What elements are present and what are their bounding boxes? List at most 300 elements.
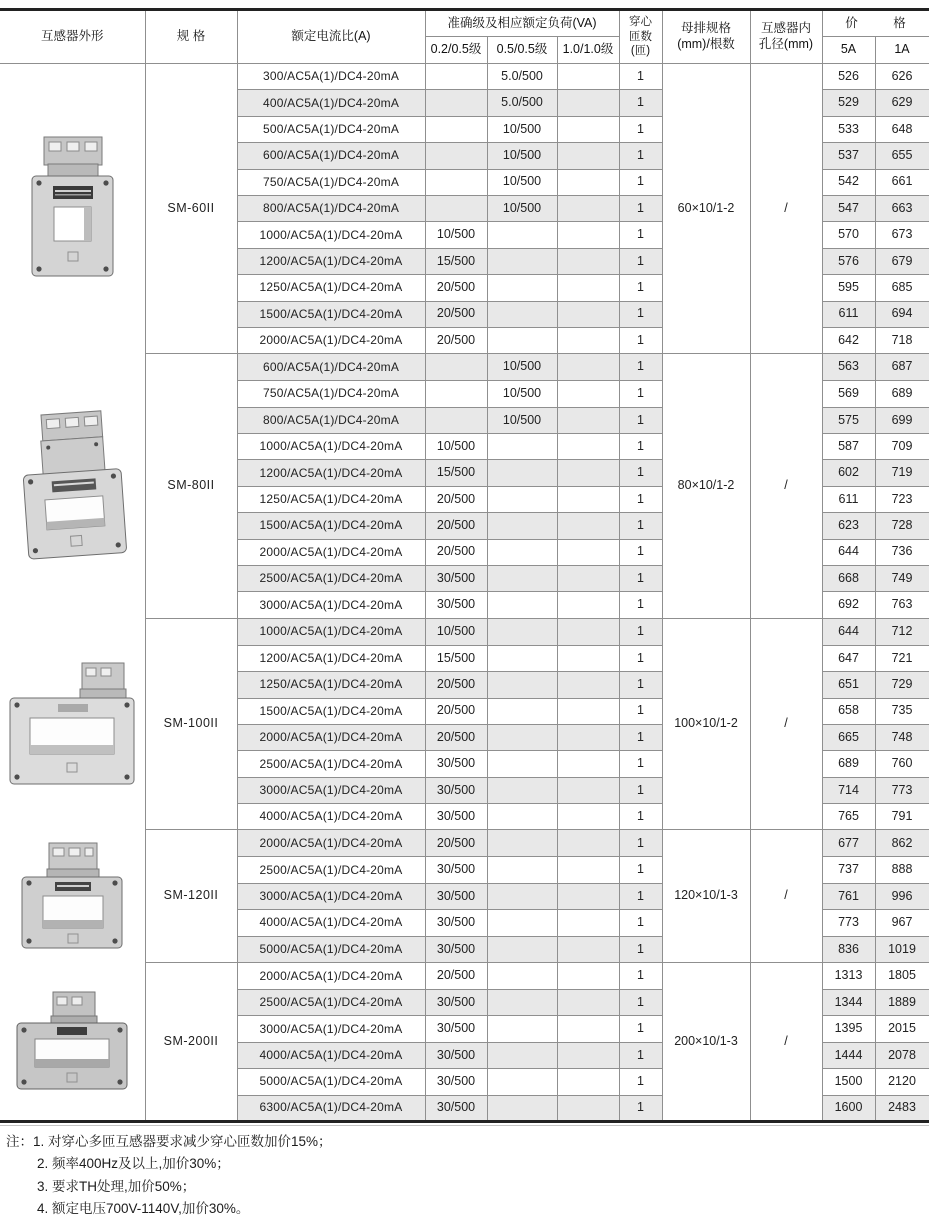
acc-05-05-cell: 10/500	[487, 116, 557, 142]
acc-05-05-cell	[487, 645, 557, 671]
price-5a-cell: 1500	[822, 1069, 875, 1095]
price-5a-cell: 569	[822, 381, 875, 407]
price-1a-cell: 1805	[875, 963, 929, 990]
header-acc-10: 1.0/1.0级	[557, 37, 619, 64]
header-ratio: 额定电流比(A)	[237, 10, 425, 64]
ratio-cell: 3000/AC5A(1)/DC4-20mA	[237, 883, 425, 909]
acc-05-05-cell	[487, 751, 557, 777]
ratio-cell: 4000/AC5A(1)/DC4-20mA	[237, 1042, 425, 1068]
acc-02-05-cell	[425, 381, 487, 407]
turns-cell: 1	[619, 830, 662, 857]
acc-10-10-cell	[557, 883, 619, 909]
price-1a-cell: 736	[875, 539, 929, 565]
acc-10-10-cell	[557, 724, 619, 750]
turns-cell: 1	[619, 90, 662, 116]
acc-10-10-cell	[557, 301, 619, 327]
price-5a-cell: 575	[822, 407, 875, 433]
acc-05-05-cell	[487, 327, 557, 353]
header-price-group: 价 格	[822, 10, 929, 37]
acc-05-05-cell	[487, 857, 557, 883]
bore-diameter-cell: /	[750, 64, 822, 354]
acc-05-05-cell: 10/500	[487, 143, 557, 169]
price-1a-cell: 673	[875, 222, 929, 248]
acc-10-10-cell	[557, 434, 619, 460]
acc-10-10-cell	[557, 64, 619, 90]
spec-table-body	[0, 64, 929, 1122]
acc-02-05-cell	[425, 169, 487, 195]
price-5a-cell: 570	[822, 222, 875, 248]
acc-10-10-cell	[557, 195, 619, 221]
price-1a-cell: 723	[875, 486, 929, 512]
turns-cell: 1	[619, 248, 662, 274]
price-1a-cell: 663	[875, 195, 929, 221]
acc-05-05-cell: 10/500	[487, 407, 557, 433]
acc-02-05-cell: 30/500	[425, 592, 487, 618]
price-1a-cell: 721	[875, 645, 929, 671]
acc-05-05-cell	[487, 910, 557, 936]
acc-02-05-cell: 20/500	[425, 672, 487, 698]
turns-cell: 1	[619, 936, 662, 962]
price-5a-cell: 529	[822, 90, 875, 116]
header-acc-02: 0.2/0.5级	[425, 37, 487, 64]
acc-02-05-cell	[425, 195, 487, 221]
acc-02-05-cell: 30/500	[425, 1042, 487, 1068]
price-1a-cell: 661	[875, 169, 929, 195]
price-5a-cell: 714	[822, 777, 875, 803]
busbar-spec-cell: 100×10/1-2	[662, 618, 750, 830]
turns-cell: 1	[619, 169, 662, 195]
ratio-cell: 2000/AC5A(1)/DC4-20mA	[237, 830, 425, 857]
price-1a-cell: 1019	[875, 936, 929, 962]
bore-diameter-cell: /	[750, 354, 822, 618]
header-busbar: 母排规格 (mm)/根数	[662, 10, 750, 64]
acc-10-10-cell	[557, 963, 619, 990]
ratio-cell: 1250/AC5A(1)/DC4-20mA	[237, 486, 425, 512]
turns-cell: 1	[619, 275, 662, 301]
turns-cell: 1	[619, 566, 662, 592]
acc-10-10-cell	[557, 751, 619, 777]
turns-cell: 1	[619, 618, 662, 645]
table-row	[0, 64, 929, 90]
header-spec: 规 格	[145, 10, 237, 64]
ratio-cell: 3000/AC5A(1)/DC4-20mA	[237, 1016, 425, 1042]
acc-05-05-cell	[487, 883, 557, 909]
price-1a-cell: 2015	[875, 1016, 929, 1042]
ratio-cell: 1500/AC5A(1)/DC4-20mA	[237, 513, 425, 539]
acc-05-05-cell	[487, 513, 557, 539]
price-1a-cell: 967	[875, 910, 929, 936]
ratio-cell: 1000/AC5A(1)/DC4-20mA	[237, 618, 425, 645]
header-shape: 互感器外形	[0, 10, 145, 64]
turns-cell: 1	[619, 1042, 662, 1068]
price-5a-cell: 658	[822, 698, 875, 724]
acc-05-05-cell: 5.0/500	[487, 64, 557, 90]
ratio-cell: 600/AC5A(1)/DC4-20mA	[237, 143, 425, 169]
acc-02-05-cell: 30/500	[425, 883, 487, 909]
price-5a-cell: 836	[822, 936, 875, 962]
price-5a-cell: 587	[822, 434, 875, 460]
turns-cell: 1	[619, 64, 662, 90]
transformer-shape-column	[0, 64, 145, 1122]
price-5a-cell: 644	[822, 618, 875, 645]
price-1a-cell: 2078	[875, 1042, 929, 1068]
price-5a-cell: 668	[822, 566, 875, 592]
spec-label: SM-80II	[145, 354, 237, 618]
price-5a-cell: 563	[822, 354, 875, 381]
acc-10-10-cell	[557, 910, 619, 936]
acc-10-10-cell	[557, 539, 619, 565]
price-5a-cell: 611	[822, 301, 875, 327]
ratio-cell: 2000/AC5A(1)/DC4-20mA	[237, 539, 425, 565]
acc-05-05-cell	[487, 566, 557, 592]
notes-label: 注：	[6, 1133, 33, 1149]
acc-10-10-cell	[557, 169, 619, 195]
ratio-cell: 2000/AC5A(1)/DC4-20mA	[237, 327, 425, 353]
price-5a-cell: 761	[822, 883, 875, 909]
acc-02-05-cell: 30/500	[425, 777, 487, 803]
acc-05-05-cell	[487, 1095, 557, 1121]
acc-05-05-cell	[487, 275, 557, 301]
turns-cell: 1	[619, 672, 662, 698]
price-1a-cell: 1889	[875, 990, 929, 1016]
acc-10-10-cell	[557, 460, 619, 486]
turns-cell: 1	[619, 486, 662, 512]
acc-10-10-cell	[557, 354, 619, 381]
acc-10-10-cell	[557, 618, 619, 645]
acc-02-05-cell: 30/500	[425, 990, 487, 1016]
photo-cell-SM-80II	[0, 354, 145, 618]
price-1a-cell: 699	[875, 407, 929, 433]
acc-05-05-cell	[487, 486, 557, 512]
busbar-spec-cell: 200×10/1-3	[662, 963, 750, 1122]
acc-02-05-cell: 15/500	[425, 460, 487, 486]
ratio-cell: 750/AC5A(1)/DC4-20mA	[237, 381, 425, 407]
ratio-cell: 400/AC5A(1)/DC4-20mA	[237, 90, 425, 116]
price-1a-cell: 729	[875, 672, 929, 698]
header-price-5a: 5A	[822, 37, 875, 64]
acc-02-05-cell: 30/500	[425, 936, 487, 962]
price-1a-cell: 2483	[875, 1095, 929, 1121]
table-bottom-rule	[0, 1125, 929, 1126]
acc-10-10-cell	[557, 990, 619, 1016]
header-turns: 穿心 匝数 (匝)	[619, 10, 662, 64]
acc-10-10-cell	[557, 143, 619, 169]
ratio-cell: 5000/AC5A(1)/DC4-20mA	[237, 936, 425, 962]
turns-cell: 1	[619, 195, 662, 221]
price-1a-cell: 2120	[875, 1069, 929, 1095]
ratio-cell: 2500/AC5A(1)/DC4-20mA	[237, 566, 425, 592]
photo-cell-SM-200II	[0, 962, 145, 1120]
acc-05-05-cell	[487, 539, 557, 565]
acc-10-10-cell	[557, 381, 619, 407]
turns-cell: 1	[619, 460, 662, 486]
turns-cell: 1	[619, 592, 662, 618]
acc-05-05-cell: 10/500	[487, 381, 557, 407]
acc-02-05-cell: 20/500	[425, 963, 487, 990]
header-acc-05: 0.5/0.5级	[487, 37, 557, 64]
price-5a-cell: 611	[822, 486, 875, 512]
turns-cell: 1	[619, 327, 662, 353]
price-1a-cell: 709	[875, 434, 929, 460]
price-1a-cell: 728	[875, 513, 929, 539]
acc-10-10-cell	[557, 275, 619, 301]
acc-05-05-cell: 10/500	[487, 354, 557, 381]
turns-cell: 1	[619, 883, 662, 909]
acc-02-05-cell: 30/500	[425, 1016, 487, 1042]
acc-10-10-cell	[557, 116, 619, 142]
price-1a-cell: 694	[875, 301, 929, 327]
spec-label: SM-100II	[145, 618, 237, 830]
price-1a-cell: 679	[875, 248, 929, 274]
acc-02-05-cell	[425, 116, 487, 142]
price-5a-cell: 1444	[822, 1042, 875, 1068]
price-5a-cell: 595	[822, 275, 875, 301]
ratio-cell: 300/AC5A(1)/DC4-20mA	[237, 64, 425, 90]
price-5a-cell: 1344	[822, 990, 875, 1016]
turns-cell: 1	[619, 857, 662, 883]
busbar-spec-cell: 60×10/1-2	[662, 64, 750, 354]
acc-10-10-cell	[557, 1095, 619, 1121]
acc-05-05-cell: 10/500	[487, 169, 557, 195]
acc-02-05-cell: 15/500	[425, 645, 487, 671]
acc-05-05-cell	[487, 248, 557, 274]
acc-02-05-cell: 30/500	[425, 1069, 487, 1095]
ratio-cell: 2000/AC5A(1)/DC4-20mA	[237, 963, 425, 990]
turns-cell: 1	[619, 354, 662, 381]
acc-10-10-cell	[557, 486, 619, 512]
acc-05-05-cell	[487, 434, 557, 460]
notes-block	[0, 1135, 929, 1216]
price-1a-cell: 749	[875, 566, 929, 592]
acc-02-05-cell: 20/500	[425, 724, 487, 750]
price-5a-cell: 689	[822, 751, 875, 777]
acc-02-05-cell: 20/500	[425, 698, 487, 724]
acc-05-05-cell	[487, 990, 557, 1016]
price-5a-cell: 1600	[822, 1095, 875, 1121]
note-2: 2. 频率400Hz及以上,加价30%；	[37, 1156, 230, 1172]
bore-diameter-cell: /	[750, 618, 822, 830]
ratio-cell: 1200/AC5A(1)/DC4-20mA	[237, 460, 425, 486]
price-1a-cell: 629	[875, 90, 929, 116]
busbar-spec-cell: 120×10/1-3	[662, 830, 750, 963]
price-1a-cell: 773	[875, 777, 929, 803]
price-5a-cell: 677	[822, 830, 875, 857]
acc-02-05-cell: 30/500	[425, 804, 487, 830]
turns-cell: 1	[619, 143, 662, 169]
turns-cell: 1	[619, 407, 662, 433]
transformer-photo-sm-100-icon	[6, 660, 138, 788]
note-1: 注： 1. 对穿心多匝互感器要求减少穿心匝数加价15%；	[6, 1133, 332, 1149]
acc-02-05-cell: 30/500	[425, 566, 487, 592]
acc-10-10-cell	[557, 672, 619, 698]
spec-label: SM-60II	[145, 64, 237, 354]
turns-cell: 1	[619, 301, 662, 327]
ratio-cell: 1200/AC5A(1)/DC4-20mA	[237, 645, 425, 671]
acc-10-10-cell	[557, 777, 619, 803]
acc-05-05-cell	[487, 963, 557, 990]
price-1a-cell: 791	[875, 804, 929, 830]
acc-02-05-cell: 30/500	[425, 857, 487, 883]
acc-02-05-cell: 20/500	[425, 513, 487, 539]
turns-cell: 1	[619, 539, 662, 565]
acc-02-05-cell: 30/500	[425, 751, 487, 777]
acc-02-05-cell	[425, 90, 487, 116]
acc-05-05-cell	[487, 672, 557, 698]
ratio-cell: 2500/AC5A(1)/DC4-20mA	[237, 751, 425, 777]
turns-cell: 1	[619, 1069, 662, 1095]
acc-05-05-cell	[487, 1042, 557, 1068]
price-1a-cell: 888	[875, 857, 929, 883]
turns-cell: 1	[619, 910, 662, 936]
acc-05-05-cell	[487, 460, 557, 486]
price-1a-cell: 718	[875, 327, 929, 353]
price-1a-cell: 735	[875, 698, 929, 724]
price-5a-cell: 537	[822, 143, 875, 169]
acc-10-10-cell	[557, 1069, 619, 1095]
turns-cell: 1	[619, 698, 662, 724]
price-1a-cell: 719	[875, 460, 929, 486]
acc-02-05-cell: 10/500	[425, 618, 487, 645]
acc-10-10-cell	[557, 857, 619, 883]
ratio-cell: 5000/AC5A(1)/DC4-20mA	[237, 1069, 425, 1095]
ratio-cell: 500/AC5A(1)/DC4-20mA	[237, 116, 425, 142]
turns-cell: 1	[619, 116, 662, 142]
transformer-spec-table	[0, 8, 929, 1123]
spec-label: SM-120II	[145, 830, 237, 963]
price-5a-cell: 533	[822, 116, 875, 142]
price-5a-cell: 623	[822, 513, 875, 539]
acc-05-05-cell	[487, 830, 557, 857]
price-1a-cell: 748	[875, 724, 929, 750]
price-5a-cell: 692	[822, 592, 875, 618]
turns-cell: 1	[619, 434, 662, 460]
acc-02-05-cell: 10/500	[425, 434, 487, 460]
acc-10-10-cell	[557, 645, 619, 671]
price-5a-cell: 737	[822, 857, 875, 883]
acc-05-05-cell	[487, 301, 557, 327]
ratio-cell: 1500/AC5A(1)/DC4-20mA	[237, 698, 425, 724]
photo-cell-SM-60II	[0, 64, 145, 354]
ratio-cell: 1250/AC5A(1)/DC4-20mA	[237, 672, 425, 698]
acc-10-10-cell	[557, 513, 619, 539]
acc-05-05-cell	[487, 1069, 557, 1095]
price-1a-cell: 763	[875, 592, 929, 618]
transformer-photo-sm-120-icon	[17, 840, 127, 952]
acc-10-10-cell	[557, 222, 619, 248]
acc-10-10-cell	[557, 1016, 619, 1042]
acc-10-10-cell	[557, 90, 619, 116]
note-4: 4. 额定电压700V-1140V,加价30%。	[37, 1201, 250, 1216]
ratio-cell: 3000/AC5A(1)/DC4-20mA	[237, 777, 425, 803]
acc-05-05-cell	[487, 222, 557, 248]
price-1a-cell: 626	[875, 64, 929, 90]
acc-02-05-cell: 20/500	[425, 539, 487, 565]
turns-cell: 1	[619, 777, 662, 803]
price-5a-cell: 647	[822, 645, 875, 671]
turns-cell: 1	[619, 645, 662, 671]
acc-05-05-cell	[487, 936, 557, 962]
acc-02-05-cell: 20/500	[425, 301, 487, 327]
ratio-cell: 1250/AC5A(1)/DC4-20mA	[237, 275, 425, 301]
ratio-cell: 1500/AC5A(1)/DC4-20mA	[237, 301, 425, 327]
price-1a-cell: 687	[875, 354, 929, 381]
price-1a-cell: 712	[875, 618, 929, 645]
turns-cell: 1	[619, 963, 662, 990]
photo-cell-SM-100II	[0, 618, 145, 829]
price-5a-cell: 665	[822, 724, 875, 750]
price-5a-cell: 651	[822, 672, 875, 698]
turns-cell: 1	[619, 1095, 662, 1121]
turns-cell: 1	[619, 1016, 662, 1042]
price-5a-cell: 1395	[822, 1016, 875, 1042]
turns-cell: 1	[619, 804, 662, 830]
ratio-cell: 800/AC5A(1)/DC4-20mA	[237, 407, 425, 433]
header-accuracy-group: 准确级及相应额定负荷(VA)	[425, 10, 619, 37]
header-bore: 互感器内 孔径(mm)	[750, 10, 822, 64]
ratio-cell: 1000/AC5A(1)/DC4-20mA	[237, 222, 425, 248]
acc-10-10-cell	[557, 327, 619, 353]
ratio-cell: 1200/AC5A(1)/DC4-20mA	[237, 248, 425, 274]
acc-10-10-cell	[557, 592, 619, 618]
price-5a-cell: 547	[822, 195, 875, 221]
price-1a-cell: 655	[875, 143, 929, 169]
ratio-cell: 4000/AC5A(1)/DC4-20mA	[237, 804, 425, 830]
price-5a-cell: 542	[822, 169, 875, 195]
acc-10-10-cell	[557, 1042, 619, 1068]
acc-02-05-cell	[425, 64, 487, 90]
spec-label: SM-200II	[145, 963, 237, 1122]
photo-cell-SM-120II	[0, 830, 145, 962]
transformer-photo-sm-80-icon	[13, 407, 131, 566]
acc-02-05-cell	[425, 354, 487, 381]
ratio-cell: 2500/AC5A(1)/DC4-20mA	[237, 857, 425, 883]
acc-05-05-cell	[487, 592, 557, 618]
price-1a-cell: 648	[875, 116, 929, 142]
ratio-cell: 750/AC5A(1)/DC4-20mA	[237, 169, 425, 195]
ratio-cell: 800/AC5A(1)/DC4-20mA	[237, 195, 425, 221]
acc-05-05-cell	[487, 618, 557, 645]
acc-02-05-cell: 30/500	[425, 1095, 487, 1121]
ratio-cell: 2000/AC5A(1)/DC4-20mA	[237, 724, 425, 750]
turns-cell: 1	[619, 513, 662, 539]
acc-02-05-cell: 20/500	[425, 327, 487, 353]
header-price-1a: 1A	[875, 37, 929, 64]
acc-02-05-cell	[425, 143, 487, 169]
acc-02-05-cell	[425, 407, 487, 433]
acc-05-05-cell: 5.0/500	[487, 90, 557, 116]
acc-10-10-cell	[557, 830, 619, 857]
acc-02-05-cell: 20/500	[425, 275, 487, 301]
acc-10-10-cell	[557, 566, 619, 592]
ratio-cell: 6300/AC5A(1)/DC4-20mA	[237, 1095, 425, 1121]
acc-10-10-cell	[557, 804, 619, 830]
price-5a-cell: 526	[822, 64, 875, 90]
price-1a-cell: 862	[875, 830, 929, 857]
price-5a-cell: 642	[822, 327, 875, 353]
turns-cell: 1	[619, 751, 662, 777]
price-5a-cell: 644	[822, 539, 875, 565]
acc-10-10-cell	[557, 407, 619, 433]
ratio-cell: 4000/AC5A(1)/DC4-20mA	[237, 910, 425, 936]
acc-05-05-cell	[487, 698, 557, 724]
price-5a-cell: 765	[822, 804, 875, 830]
acc-02-05-cell: 30/500	[425, 910, 487, 936]
acc-02-05-cell: 20/500	[425, 830, 487, 857]
acc-05-05-cell	[487, 804, 557, 830]
acc-02-05-cell: 15/500	[425, 248, 487, 274]
turns-cell: 1	[619, 990, 662, 1016]
turns-cell: 1	[619, 724, 662, 750]
